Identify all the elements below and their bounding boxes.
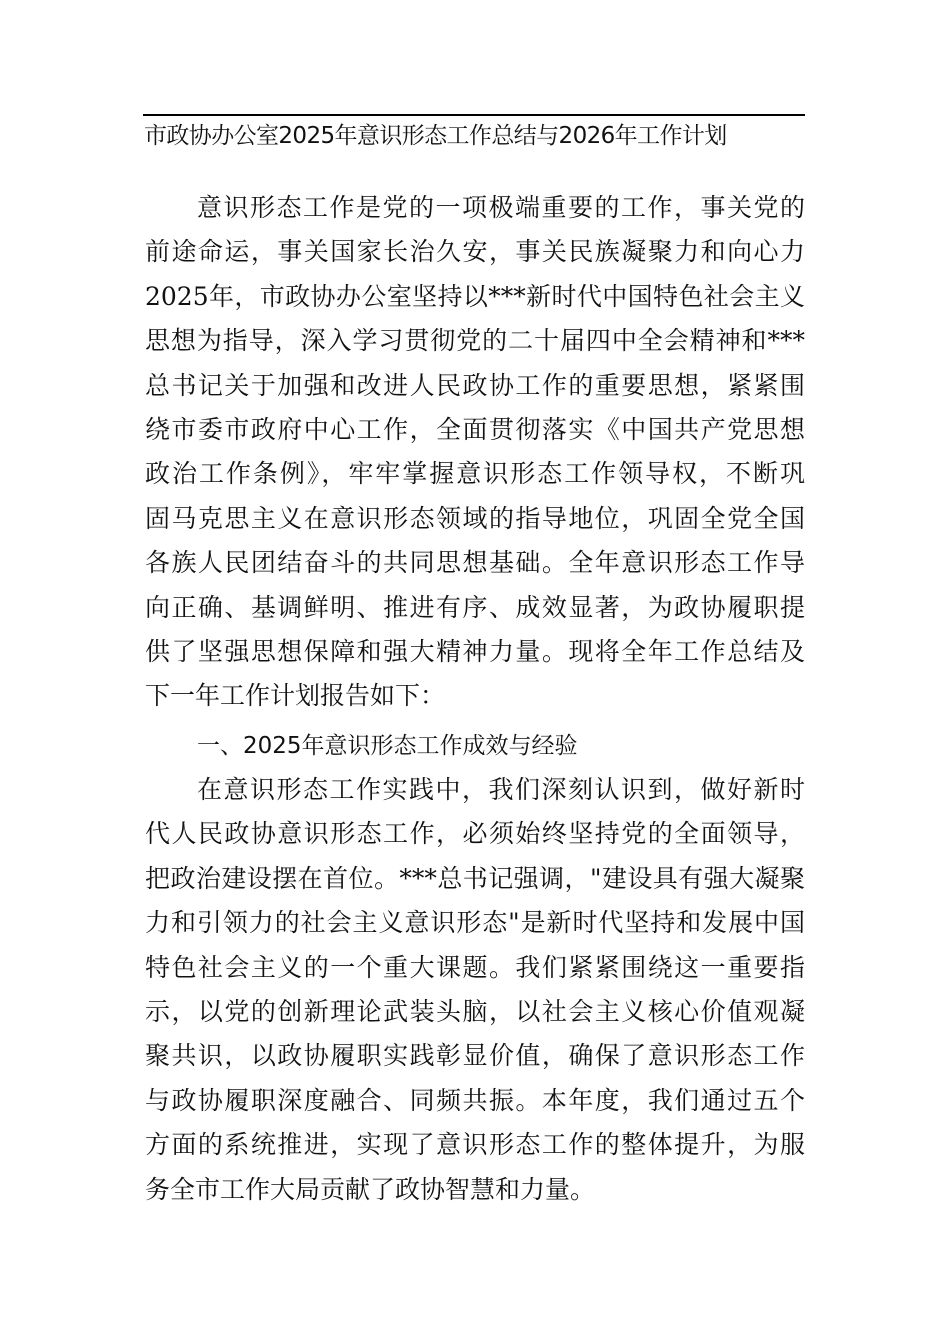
text-line: 政治工作条例》，牢牢掌握意识形态工作领导权，不断巩: [145, 459, 805, 489]
text-line: 聚共识，以政协履职实践彰显价值，确保了意识形态工作: [145, 1041, 805, 1071]
text-line: 意识形态工作是党的一项极端重要的工作，事关党的: [197, 193, 805, 222]
text-line: 各族人民团结奋斗的共同思想基础。全年意识形态工作导: [145, 548, 805, 578]
text-line: 方面的系统推进，实现了意识形态工作的整体提升，为服: [145, 1130, 805, 1160]
text-line: 前途命运，事关国家长治久安，事关民族凝聚力和向心力: [145, 237, 805, 267]
text-line: 务全市工作大局贡献了政协智慧和力量。: [145, 1174, 596, 1204]
text-line: 与政协履职深度融合、同频共振。本年度，我们通过五个: [145, 1085, 805, 1115]
document-title: 市政协办公室2025年意识形态工作总结与2026年工作计划: [144, 123, 727, 149]
text-line: 力和引领力的社会主义意识形态"是新时代坚持和发展中国: [145, 908, 805, 938]
text-line: 思想为指导，深入学习贯彻党的二十届四中全会精神和***: [145, 326, 805, 356]
text-line: 在意识形态工作实践中，我们深刻认识到，做好新时: [197, 775, 805, 804]
text-line: 代人民政协意识形态工作，必须始终坚持党的全面领导，: [145, 819, 805, 849]
text-line: 固马克思主义在意识形态领域的指导地位，巩固全党全国: [145, 503, 805, 533]
text-line: 绕市委市政府中心工作，全面贯彻落实《中国共产党思想: [145, 415, 805, 444]
text-line: 向正确、基调鲜明、推进有序、成效显著，为政协履职提: [145, 592, 805, 622]
text-line: 特色社会主义的一个重大课题。我们紧紧围绕这一重要指: [145, 952, 805, 982]
text-line: 把政治建设摆在首位。***总书记强调，"建设具有强大凝聚: [145, 863, 805, 893]
text-line: 总书记关于加强和改进人民政协工作的重要思想，紧紧围: [145, 370, 805, 400]
text-line: 下一年工作计划报告如下：: [145, 681, 446, 711]
text-line: 供了坚强思想保障和强大精神力量。现将全年工作总结及: [145, 637, 805, 666]
title-rule: [143, 114, 805, 116]
section-heading-1: 一、2025年意识形态工作成效与经验: [197, 733, 578, 759]
text-line: 2025年，市政协办公室坚持以***新时代中国特色社会主义: [145, 281, 805, 311]
text-line: 示，以党的创新理论武装头脑，以社会主义核心价值观凝: [145, 997, 805, 1026]
